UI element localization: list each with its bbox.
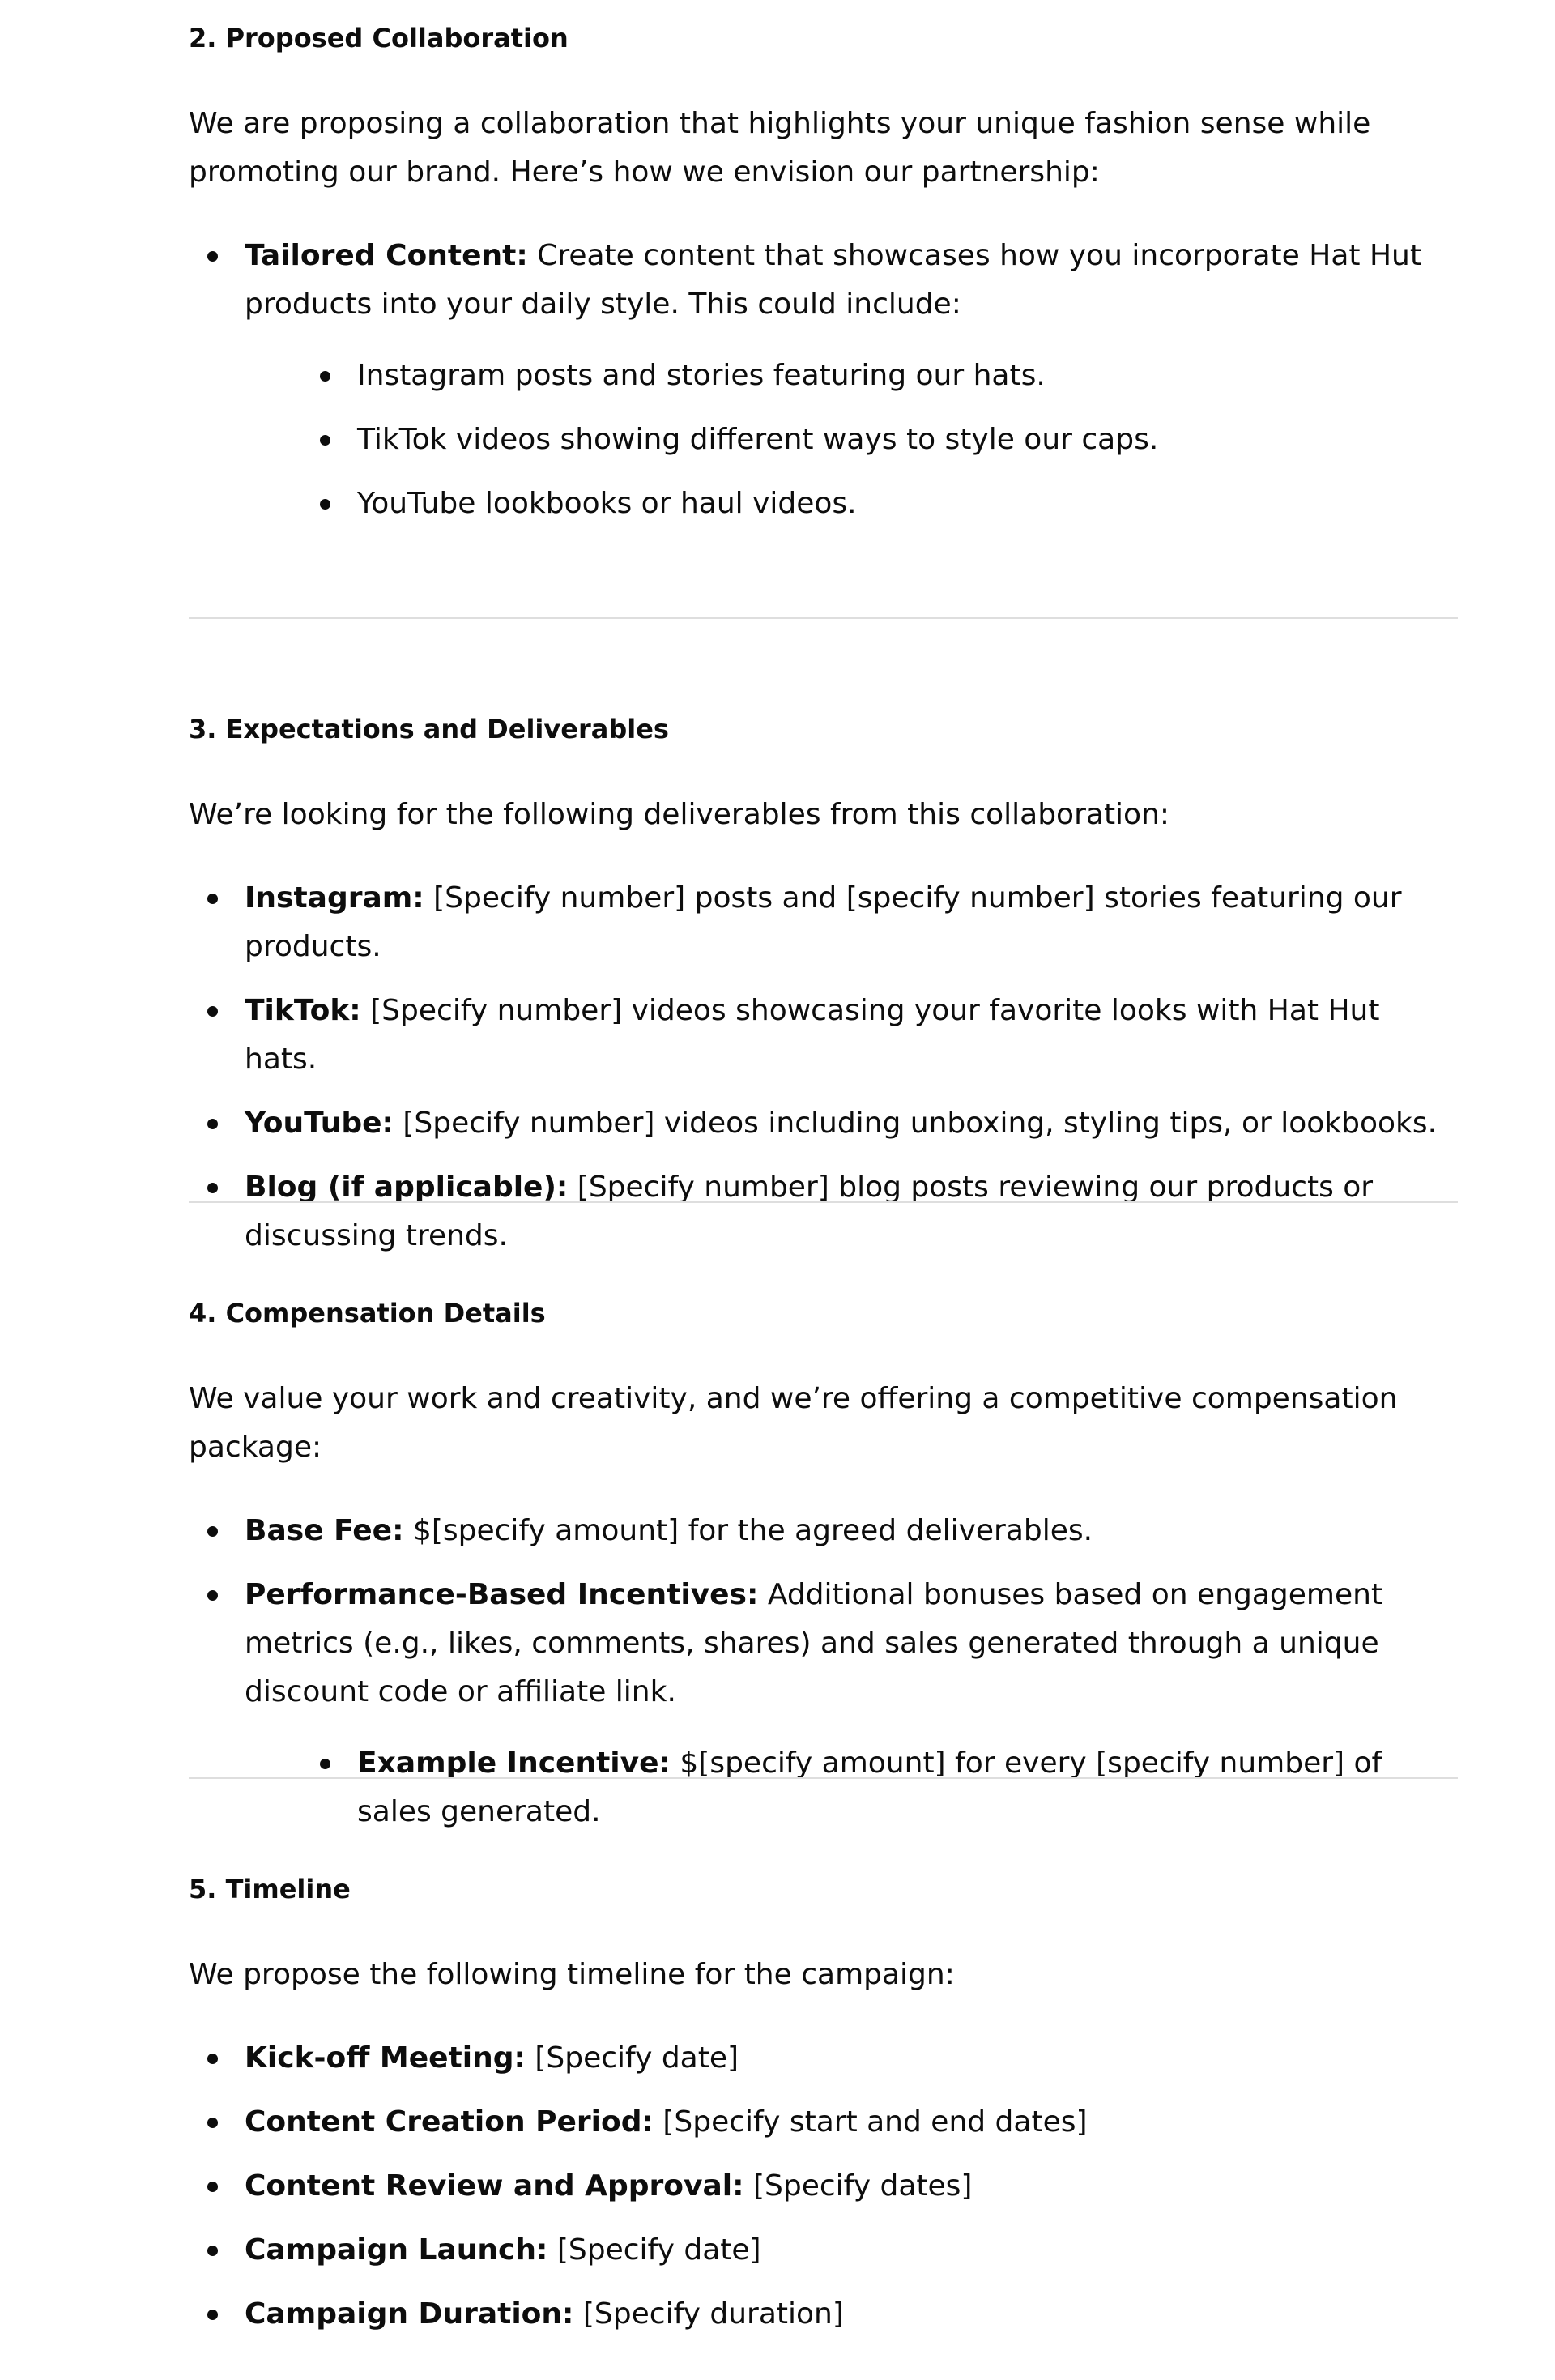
nested-list-item [245, 416, 1458, 464]
section-proposed-collaboration [189, 22, 1458, 544]
bullet-icon [207, 1183, 218, 1193]
item-text: [Specify number] videos including unboxing, styling tips, or lookbooks. [393, 1106, 1438, 1140]
bullet-icon [207, 2310, 218, 2320]
item-text: [Specify date] [525, 2041, 739, 2075]
item-label: Content Creation Period: [245, 2105, 654, 2139]
item-label: Tailored Content: [245, 238, 528, 272]
item-text: [Specify number] blog posts reviewing our products or discussing trends. [245, 1170, 1374, 1252]
item-text: TikTok videos showing different ways to style our caps. [357, 422, 1159, 456]
bullet-icon [320, 499, 330, 510]
item-text: Instagram posts and stories featuring our hats. [357, 358, 1046, 392]
bullet-list [189, 2034, 1458, 2339]
item-text: $[specify amount] for every [specify number] of sales generated. [357, 1746, 1382, 1828]
bullet-icon [207, 894, 218, 904]
item-text: $[specify amount] for the agreed deliverables. [403, 1513, 1093, 1547]
list-item [189, 1163, 1458, 1260]
item-label: YouTube: [245, 1106, 394, 1140]
nested-bullet-list [245, 1739, 1458, 1836]
section-compensation-details [189, 1297, 1458, 1852]
section-divider [189, 617, 1458, 619]
bullet-icon [207, 1590, 218, 1601]
section-heading: 5. Timeline [189, 1874, 351, 1904]
bullet-icon [320, 435, 330, 446]
list-item [189, 874, 1458, 971]
item-text: YouTube lookbooks or haul videos. [357, 486, 857, 520]
list-item [189, 2226, 1458, 2275]
list-item [189, 987, 1458, 1084]
section-intro: We are proposing a collaboration that highlights your unique fashion sense while promoting our brand. Here’s how we envision our partnership: [189, 106, 1371, 189]
nested-list-item [245, 1739, 1458, 1836]
section-expectations-deliverables [189, 713, 1458, 1276]
bullet-icon [207, 2182, 218, 2192]
list-item [189, 2162, 1458, 2211]
item-label: TikTok: [245, 993, 361, 1027]
section-heading: 3. Expectations and Deliverables [189, 714, 669, 744]
nested-list-item [245, 480, 1458, 528]
bullet-list [189, 232, 1458, 528]
item-text: [Specify duration] [573, 2297, 844, 2331]
item-text: [Specify number] videos showcasing your favorite looks with Hat Hut hats. [245, 993, 1380, 1076]
list-item [189, 1571, 1458, 1836]
item-label: Instagram: [245, 881, 424, 915]
item-label: Blog (if applicable): [245, 1170, 569, 1204]
section-heading: 4. Compensation Details [189, 1298, 546, 1329]
section-intro: We’re looking for the following deliverables from this collaboration: [189, 797, 1170, 831]
list-item [189, 2290, 1458, 2339]
item-label: Performance-Based Incentives: [245, 1577, 759, 1611]
section-intro: We value your work and creativity, and we’re offering a competitive compensation package: [189, 1381, 1398, 1464]
item-text: [Specify number] posts and [specify number] stories featuring our products. [245, 881, 1402, 963]
bullet-icon [207, 1006, 218, 1017]
section-heading: 2. Proposed Collaboration [189, 23, 569, 53]
item-label: Example Incentive: [357, 1746, 671, 1780]
section-divider [189, 1777, 1458, 1779]
item-label: Base Fee: [245, 1513, 404, 1547]
bullet-icon [320, 371, 330, 382]
item-text: [Specify date] [547, 2233, 761, 2267]
bullet-icon [207, 2246, 218, 2256]
bullet-icon [320, 1759, 330, 1769]
bullet-icon [207, 1119, 218, 1129]
item-text: Additional bonuses based on engagement metrics (e.g., likes, comments, shares) and sales generated through a unique discount code or affiliate link. [245, 1577, 1383, 1708]
item-text: Create content that showcases how you incorporate Hat Hut products into your daily style. This could include: [245, 238, 1421, 321]
nested-bullet-list [245, 352, 1458, 528]
list-item [189, 1099, 1458, 1148]
section-divider [189, 1201, 1458, 1203]
item-label: Kick-off Meeting: [245, 2041, 526, 2075]
section-intro: We propose the following timeline for the campaign: [189, 1957, 955, 1991]
list-item [189, 2098, 1458, 2147]
bullet-list [189, 1507, 1458, 1836]
section-timeline [189, 1873, 1458, 2354]
bullet-icon [207, 251, 218, 262]
list-item [189, 232, 1458, 528]
bullet-icon [207, 1526, 218, 1537]
item-label: Campaign Duration: [245, 2297, 574, 2331]
nested-list-item [245, 352, 1458, 400]
item-text: [Specify dates] [743, 2169, 973, 2203]
item-text: [Specify start and end dates] [653, 2105, 1088, 2139]
bullet-icon [207, 2054, 218, 2064]
item-label: Campaign Launch: [245, 2233, 548, 2267]
bullet-icon [207, 2118, 218, 2128]
list-item [189, 1507, 1458, 1555]
item-label: Content Review and Approval: [245, 2169, 744, 2203]
list-item [189, 2034, 1458, 2083]
